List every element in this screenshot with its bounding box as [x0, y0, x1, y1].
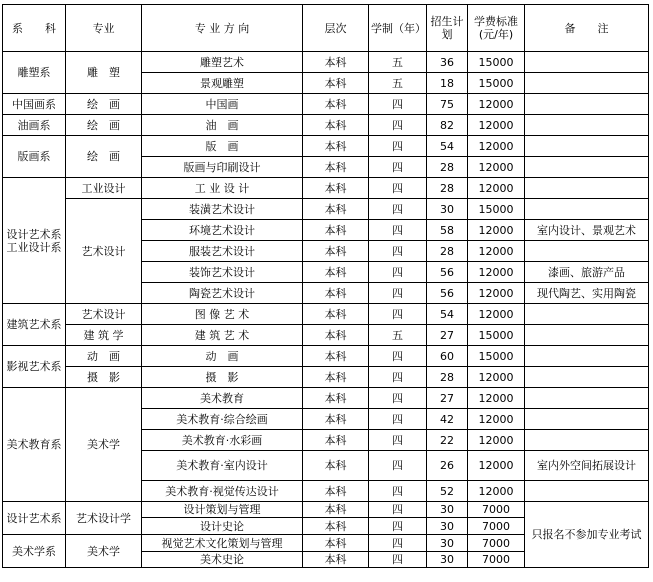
years-cell: 四: [369, 535, 427, 552]
enroll-cell: 30: [427, 518, 468, 535]
fee-cell: 12000: [468, 304, 525, 325]
table-row: [3, 115, 649, 136]
notes-cell: [525, 157, 649, 178]
enroll-cell: 58: [427, 220, 468, 241]
direction-cell: 油 画: [142, 115, 303, 136]
fee-cell: 12000: [468, 94, 525, 115]
level-cell: 本科: [303, 178, 369, 199]
level-cell: 本科: [303, 220, 369, 241]
direction-cell: 环境艺术设计: [142, 220, 303, 241]
table-row: [3, 178, 649, 199]
major-cell: 雕 塑: [66, 52, 142, 94]
notes-cell: [525, 481, 649, 502]
years-cell: 四: [369, 304, 427, 325]
years-cell: 四: [369, 481, 427, 502]
direction-cell: 装潢艺术设计: [142, 199, 303, 220]
fee-cell: 12000: [468, 115, 525, 136]
table-row: [3, 346, 649, 367]
fee-cell: 15000: [468, 199, 525, 220]
years-cell: 四: [369, 451, 427, 481]
major-cell: 动 画: [66, 346, 142, 367]
direction-cell: 美术教育·水彩画: [142, 430, 303, 451]
fee-cell: 12000: [468, 220, 525, 241]
dept-cell: 雕塑系: [3, 52, 66, 94]
table-row: [3, 388, 649, 409]
level-cell: 本科: [303, 52, 369, 73]
table-row: [3, 136, 649, 157]
enroll-cell: 36: [427, 52, 468, 73]
level-cell: 本科: [303, 94, 369, 115]
level-cell: 本科: [303, 367, 369, 388]
years-cell: 四: [369, 220, 427, 241]
direction-cell: 图 像 艺 术: [142, 304, 303, 325]
header-direction: 专 业 方 向: [142, 5, 303, 52]
direction-cell: 动 画: [142, 346, 303, 367]
dept-cell: 美术学系: [3, 535, 66, 568]
fee-cell: 15000: [468, 325, 525, 346]
direction-cell: 中国画: [142, 94, 303, 115]
enroll-cell: 28: [427, 367, 468, 388]
major-cell: 绘 画: [66, 115, 142, 136]
direction-cell: 设计策划与管理: [142, 502, 303, 518]
years-cell: 四: [369, 367, 427, 388]
fee-cell: 12000: [468, 481, 525, 502]
major-cell: 绘 画: [66, 136, 142, 178]
notes-cell: [525, 73, 649, 94]
direction-cell: 工 业 设 计: [142, 178, 303, 199]
level-cell: 本科: [303, 115, 369, 136]
level-cell: 本科: [303, 481, 369, 502]
enroll-cell: 27: [427, 325, 468, 346]
major-cell: 美术学: [66, 388, 142, 502]
major-cell: 绘 画: [66, 94, 142, 115]
admission-plan-table: [2, 4, 649, 568]
notes-cell: 室内设计、景观艺术: [525, 220, 649, 241]
direction-cell: 服装艺术设计: [142, 241, 303, 262]
years-cell: 四: [369, 502, 427, 518]
notes-cell: [525, 304, 649, 325]
dept-cell: 建筑艺术系: [3, 304, 66, 346]
level-cell: 本科: [303, 283, 369, 304]
level-cell: 本科: [303, 535, 369, 552]
notes-cell: [525, 178, 649, 199]
years-cell: 四: [369, 409, 427, 430]
table-row: [3, 502, 649, 518]
enroll-cell: 82: [427, 115, 468, 136]
notes-cell: [525, 136, 649, 157]
header-enroll: 招生计划: [427, 5, 468, 52]
enroll-cell: 56: [427, 262, 468, 283]
years-cell: 四: [369, 136, 427, 157]
fee-cell: 15000: [468, 346, 525, 367]
notes-cell: [525, 388, 649, 409]
enroll-cell: 27: [427, 388, 468, 409]
enroll-cell: 60: [427, 346, 468, 367]
table-row: [3, 304, 649, 325]
direction-cell: 建 筑 艺 术: [142, 325, 303, 346]
fee-cell: 12000: [468, 178, 525, 199]
header-fee: 学费标准(元/年): [468, 5, 525, 52]
dept-cell: 设计艺术系 工业设计系: [3, 178, 66, 304]
header-level: 层次: [303, 5, 369, 52]
fee-cell: 15000: [468, 73, 525, 94]
years-cell: 四: [369, 518, 427, 535]
years-cell: 四: [369, 283, 427, 304]
fee-cell: 7000: [468, 518, 525, 535]
direction-cell: 美术教育·室内设计: [142, 451, 303, 481]
notes-cell: 漆画、旅游产品: [525, 262, 649, 283]
years-cell: 四: [369, 346, 427, 367]
notes-cell: [525, 346, 649, 367]
notes-cell: [525, 409, 649, 430]
enroll-cell: 30: [427, 535, 468, 552]
level-cell: 本科: [303, 262, 369, 283]
level-cell: 本科: [303, 157, 369, 178]
notes-cell: 现代陶艺、实用陶瓷: [525, 283, 649, 304]
direction-cell: 版 画: [142, 136, 303, 157]
notes-cell: [525, 115, 649, 136]
table-row: [3, 94, 649, 115]
fee-cell: 12000: [468, 283, 525, 304]
notes-cell: [525, 325, 649, 346]
years-cell: 五: [369, 73, 427, 94]
years-cell: 四: [369, 178, 427, 199]
enroll-cell: 30: [427, 552, 468, 568]
notes-cell: [525, 94, 649, 115]
fee-cell: 12000: [468, 430, 525, 451]
enroll-cell: 22: [427, 430, 468, 451]
admission-table-wrapper: [2, 4, 649, 568]
level-cell: 本科: [303, 325, 369, 346]
enroll-cell: 56: [427, 283, 468, 304]
enroll-cell: 42: [427, 409, 468, 430]
level-cell: 本科: [303, 241, 369, 262]
major-cell: 艺术设计: [66, 304, 142, 325]
direction-cell: 美术史论: [142, 552, 303, 568]
table-row: [3, 367, 649, 388]
years-cell: 五: [369, 325, 427, 346]
notes-cell: [525, 52, 649, 73]
major-cell: 艺术设计: [66, 199, 142, 304]
dept-cell: 中国画系: [3, 94, 66, 115]
level-cell: 本科: [303, 304, 369, 325]
level-cell: 本科: [303, 346, 369, 367]
years-cell: 四: [369, 241, 427, 262]
major-cell: 工业设计: [66, 178, 142, 199]
direction-cell: 美术教育·综合绘画: [142, 409, 303, 430]
direction-cell: 设计史论: [142, 518, 303, 535]
fee-cell: 12000: [468, 451, 525, 481]
enroll-cell: 28: [427, 157, 468, 178]
header-dept: 系 科: [3, 5, 66, 52]
enroll-cell: 75: [427, 94, 468, 115]
notes-cell: [525, 199, 649, 220]
dept-cell: 设计艺术系: [3, 502, 66, 535]
fee-cell: 12000: [468, 367, 525, 388]
notes-cell: [525, 367, 649, 388]
notes-cell: 只报名不参加专业考试: [525, 502, 649, 568]
level-cell: 本科: [303, 73, 369, 94]
fee-cell: 15000: [468, 52, 525, 73]
enroll-cell: 30: [427, 502, 468, 518]
direction-cell: 装饰艺术设计: [142, 262, 303, 283]
years-cell: 四: [369, 388, 427, 409]
years-cell: 四: [369, 262, 427, 283]
level-cell: 本科: [303, 518, 369, 535]
header-major: 专业: [66, 5, 142, 52]
fee-cell: 7000: [468, 502, 525, 518]
fee-cell: 12000: [468, 241, 525, 262]
major-cell: 建 筑 学: [66, 325, 142, 346]
fee-cell: 12000: [468, 262, 525, 283]
years-cell: 四: [369, 157, 427, 178]
level-cell: 本科: [303, 409, 369, 430]
direction-cell: 陶瓷艺术设计: [142, 283, 303, 304]
direction-cell: 景观雕塑: [142, 73, 303, 94]
header-row: [3, 5, 649, 52]
enroll-cell: 30: [427, 199, 468, 220]
dept-cell: 美术教育系: [3, 388, 66, 502]
years-cell: 四: [369, 199, 427, 220]
table-row: [3, 325, 649, 346]
major-cell: 美术学: [66, 535, 142, 568]
years-cell: 四: [369, 552, 427, 568]
enroll-cell: 28: [427, 178, 468, 199]
major-cell: 摄 影: [66, 367, 142, 388]
years-cell: 四: [369, 94, 427, 115]
direction-cell: 视觉艺术文化策划与管理: [142, 535, 303, 552]
dept-cell: 影视艺术系: [3, 346, 66, 388]
direction-cell: 摄 影: [142, 367, 303, 388]
enroll-cell: 18: [427, 73, 468, 94]
level-cell: 本科: [303, 552, 369, 568]
level-cell: 本科: [303, 199, 369, 220]
enroll-cell: 52: [427, 481, 468, 502]
fee-cell: 7000: [468, 552, 525, 568]
fee-cell: 12000: [468, 157, 525, 178]
fee-cell: 7000: [468, 535, 525, 552]
level-cell: 本科: [303, 136, 369, 157]
years-cell: 五: [369, 52, 427, 73]
notes-cell: 室内外空间拓展设计: [525, 451, 649, 481]
fee-cell: 12000: [468, 136, 525, 157]
header-notes: 备 注: [525, 5, 649, 52]
direction-cell: 版画与印刷设计: [142, 157, 303, 178]
enroll-cell: 28: [427, 241, 468, 262]
direction-cell: 美术教育·视觉传达设计: [142, 481, 303, 502]
direction-cell: 雕塑艺术: [142, 52, 303, 73]
years-cell: 四: [369, 115, 427, 136]
table-row: [3, 199, 649, 220]
dept-cell: 油画系: [3, 115, 66, 136]
direction-cell: 美术教育: [142, 388, 303, 409]
header-years: 学制（年）: [369, 5, 427, 52]
notes-cell: [525, 241, 649, 262]
table-row: [3, 52, 649, 73]
enroll-cell: 26: [427, 451, 468, 481]
fee-cell: 12000: [468, 409, 525, 430]
enroll-cell: 54: [427, 304, 468, 325]
level-cell: 本科: [303, 388, 369, 409]
fee-cell: 12000: [468, 388, 525, 409]
level-cell: 本科: [303, 451, 369, 481]
level-cell: 本科: [303, 502, 369, 518]
notes-cell: [525, 430, 649, 451]
major-cell: 艺术设计学: [66, 502, 142, 535]
years-cell: 四: [369, 430, 427, 451]
level-cell: 本科: [303, 430, 369, 451]
enroll-cell: 54: [427, 136, 468, 157]
dept-cell: 版画系: [3, 136, 66, 178]
